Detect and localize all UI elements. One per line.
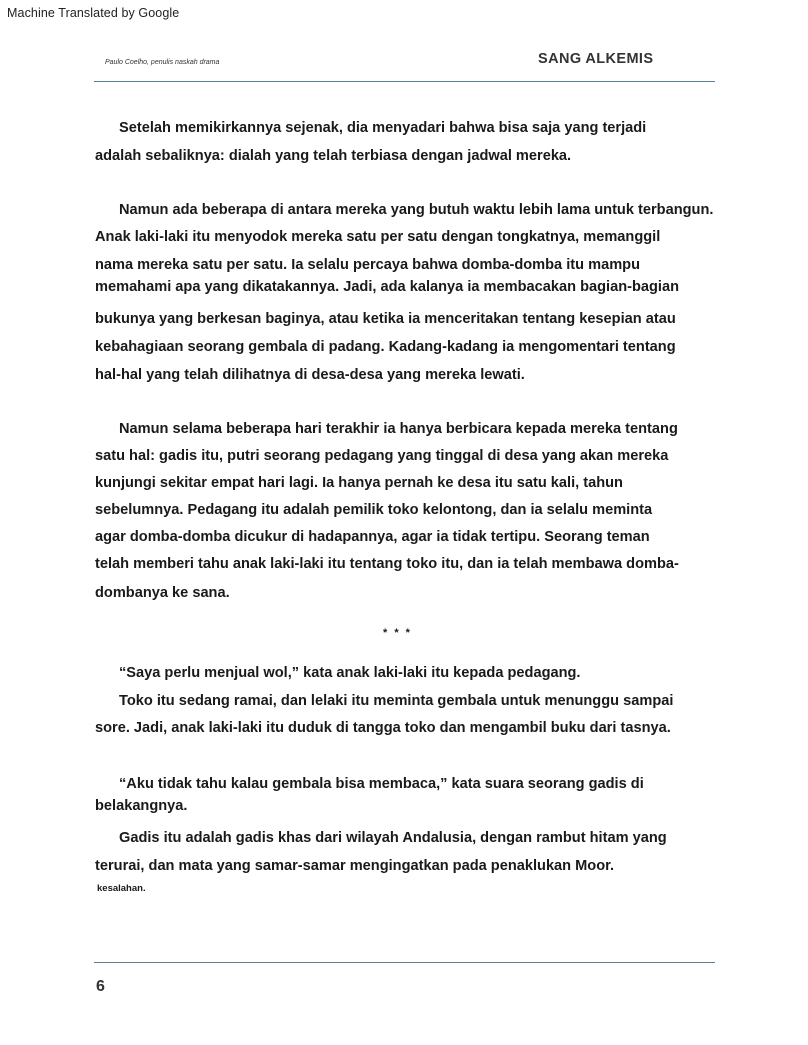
footer-divider — [94, 962, 715, 963]
stray-note: kesalahan. — [97, 883, 146, 894]
text-line: bukunya yang berkesan baginya, atau ketika ia menceritakan tentang kesepian atau — [95, 311, 676, 327]
text-line: terurai, dan mata yang samar-samar mengingatkan pada penaklukan Moor. — [95, 858, 615, 874]
running-header-title: SANG ALKEMIS — [538, 51, 654, 67]
text-line: sebelumnya. Pedagang itu adalah pemilik toko kelontong, dan ia selalu meminta — [95, 502, 653, 518]
text-line: dombanya ke sana. — [95, 585, 230, 601]
scene-break: * * * — [383, 627, 412, 639]
text-line: Namun ada beberapa di antara mereka yang butuh waktu lebih lama untuk terbangun. — [119, 202, 714, 218]
text-line: Namun selama beberapa hari terakhir ia hanya berbicara kepada mereka tentang — [119, 421, 678, 437]
text-line: Anak laki-laki itu menyodok mereka satu per satu dengan tongkatnya, memanggil — [95, 229, 661, 245]
text-line: kebahagiaan seorang gembala di padang. Kadang-kadang ia mengomentari tentang — [95, 339, 676, 355]
text-line: kunjungi sekitar empat hari lagi. Ia hanya pernah ke desa itu satu kali, tahun — [95, 475, 623, 491]
text-line: “Saya perlu menjual wol,” kata anak laki-laki itu kepada pedagang. — [119, 665, 581, 681]
text-line: Setelah memikirkannya sejenak, dia menyadari bahwa bisa saja yang terjadi — [119, 120, 647, 136]
running-header-author: Paulo Coelho, penulis naskah drama — [105, 59, 220, 66]
text-line: adalah sebaliknya: dialah yang telah terbiasa dengan jadwal mereka. — [95, 148, 572, 164]
text-line: sore. Jadi, anak laki-laki itu duduk di tangga toko dan mengambil buku dari tasnya. — [95, 720, 671, 736]
page-number: 6 — [96, 978, 105, 995]
text-line: telah memberi tahu anak laki-laki itu tentang toko itu, dan ia telah membawa domba- — [95, 556, 679, 572]
text-line: hal-hal yang telah dilihatnya di desa-desa yang mereka lewati. — [95, 367, 525, 383]
text-line: satu hal: gadis itu, putri seorang pedagang yang tinggal di desa yang akan mereka — [95, 448, 669, 464]
header-divider — [94, 81, 715, 82]
text-line: agar domba-domba dicukur di hadapannya, agar ia tidak tertipu. Seorang teman — [95, 529, 650, 545]
text-line: Gadis itu adalah gadis khas dari wilayah Andalusia, dengan rambut hitam yang — [119, 830, 667, 846]
text-line: memahami apa yang dikatakannya. Jadi, ada kalanya ia membacakan bagian-bagian — [95, 279, 679, 295]
text-line: nama mereka satu per satu. Ia selalu percaya bahwa domba-domba itu mampu — [95, 257, 641, 273]
text-line: Toko itu sedang ramai, dan lelaki itu meminta gembala untuk menunggu sampai — [119, 693, 674, 709]
text-line: belakangnya. — [95, 798, 188, 814]
machine-translation-banner: Machine Translated by Google — [7, 6, 180, 20]
text-line: “Aku tidak tahu kalau gembala bisa membaca,” kata suara seorang gadis di — [119, 776, 644, 792]
